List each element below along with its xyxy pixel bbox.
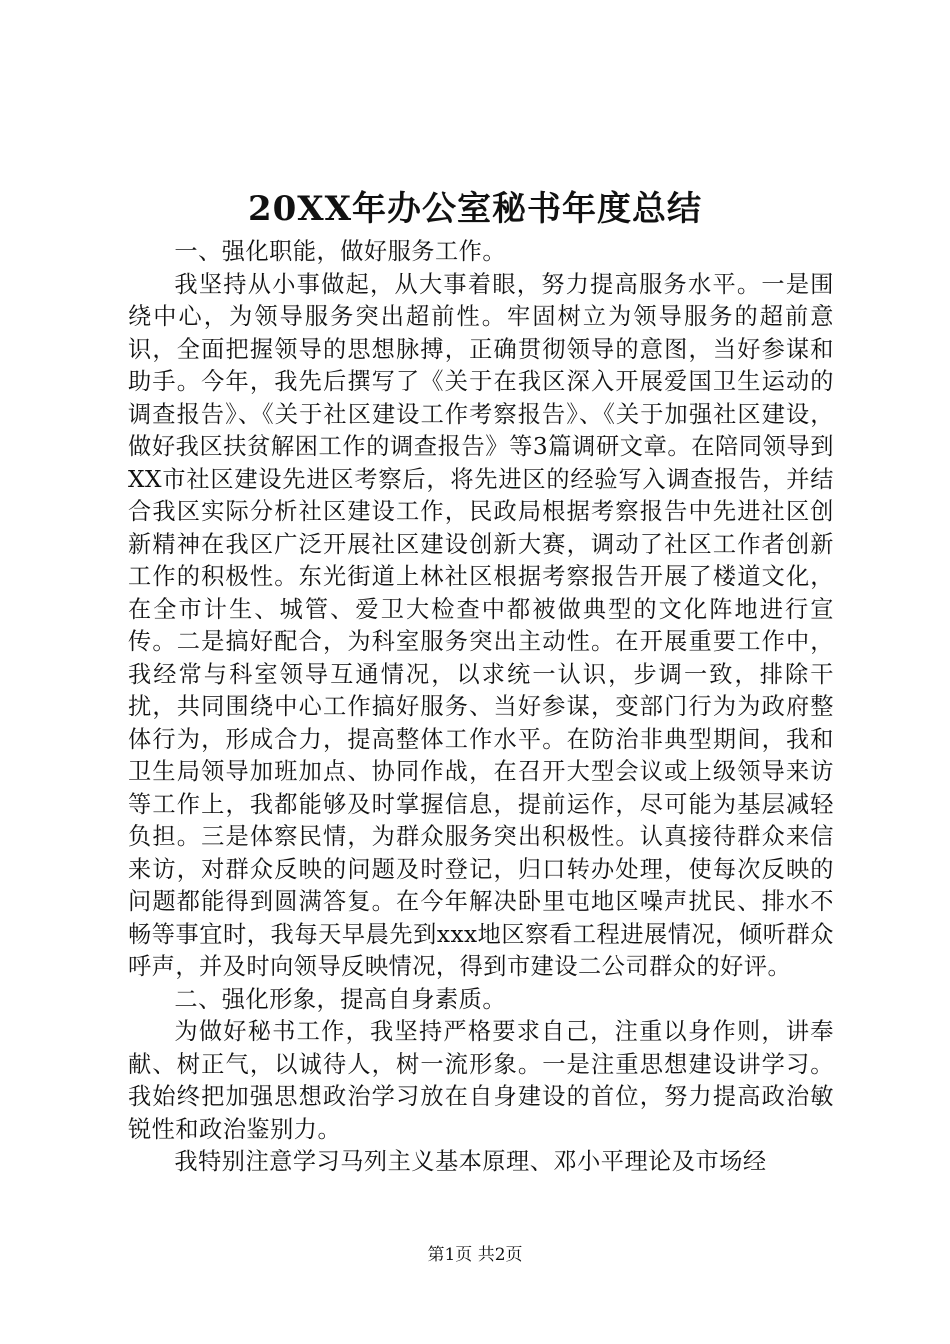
section-heading-1: 一、强化职能，做好服务工作。 (174, 238, 507, 265)
body-paragraph-2: 为做好秘书工作，我坚持严格要求自己，注重以身作则，讲奉献、树正气，以诚待人，树一流形象。一是注重思想建设讲学习。我始终把加强思想政治学习放在自身建设的首位，努力提高政治敏锐性和政治鉴别力。 (128, 1018, 834, 1143)
document-body (128, 236, 834, 1179)
document-title: 20XX年办公室秘书年度总结 (247, 189, 703, 229)
body-paragraph-1: 我坚持从小事做起，从大事着眼，努力提高服务水平。一是围绕中心，为领导服务突出超前性。牢固树立为领导服务的超前意识，全面把握领导的思想脉搏，正确贯彻领导的意图，当好参谋和助手。今年，我先后撰写了《关于在我区深入开展爱国卫生运动的调查报告》、《关于社区建设工作考察报告》、《关于加强社区建设，做好我区扶贫解困工作的调查报告》等3篇调研文章。在陪同领导到XX市社区建设先进区考察后，将先进区的经验写入调查报告，并结合我区实际分析社区建设工作，民政局根据考察报告中先进社区创新精神在我区广泛开展社区建设创新大赛，调动了社区工作者创新工作的积极性。东光街道上林社区根据考察报告开展了楼道文化，在全市计生、城管、爱卫大检查中都被做典型的文化阵地进行宣传。二是搞好配合，为科室服务突出主动性。在开展重要工作中，我经常与科室领导互通情况，以求统一认识，步调一致，排除干扰，共同围绕中心工作搞好服务、当好参谋，变部门行为为政府整体行为，形成合力，提高整体工作水平。在防治非典型期间，我和卫生局领导加班加点、协同作战，在召开大型会议或上级领导来访等工作上，我都能够及时掌握信息，提前运作，尽可能为基层减轻负担。三是体察民情，为群众服务突出积极性。认真接待群众来信来访，对群众反映的问题及时登记，归口转办处理，使每次反映的问题都能得到圆满答复。在今年解决卧里屯地区噪声扰民、排水不畅等事宜时，我每天早晨先到xxx地区察看工程进展情况，倾听群众呼声，并及时向领导反映情况，得到市建设二公司群众的好评。 (128, 270, 834, 980)
page-number-footer: 第1页 共2页 (427, 1245, 523, 1265)
body-paragraph-3: 我特别注意学习马列主义基本原理、邓小平理论及市场经 (174, 1148, 767, 1175)
section-heading-2: 二、强化形象，提高自身素质。 (174, 985, 507, 1013)
